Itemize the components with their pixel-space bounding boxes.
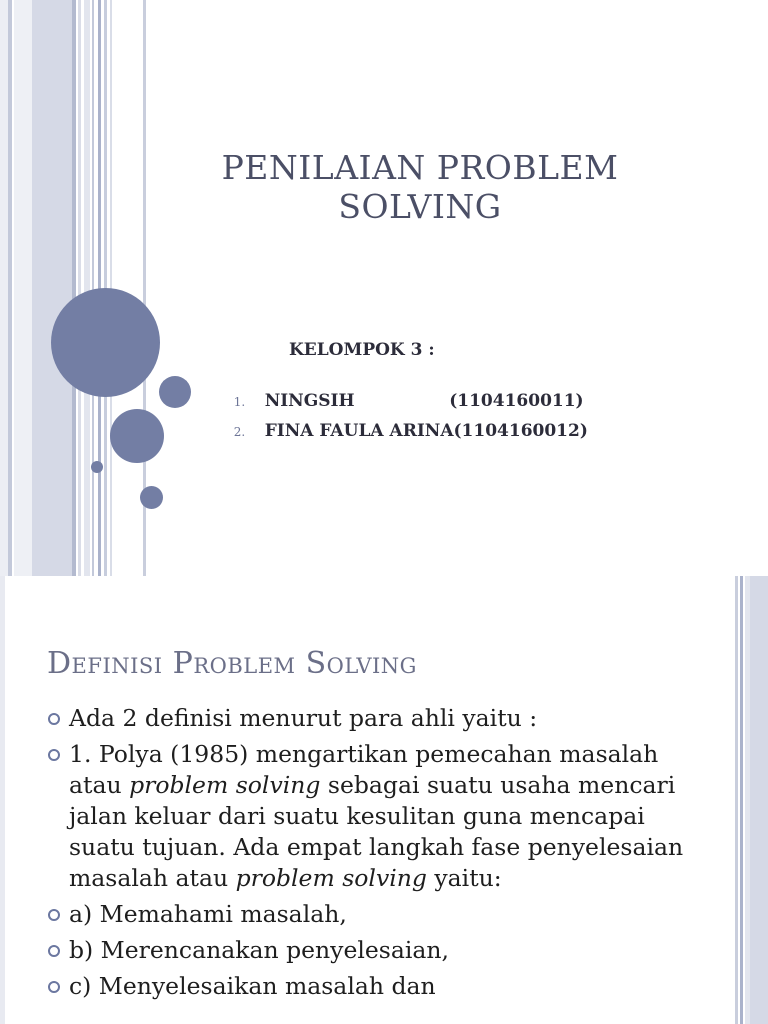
member-item — [210, 401, 588, 461]
bullet-circle-icon — [48, 981, 60, 993]
decor-stripe — [8, 0, 12, 576]
slide-title: Definisi Problem Solving — [47, 646, 417, 681]
bullet-item — [48, 703, 688, 734]
decor-stripe — [735, 576, 738, 1024]
bullet-circle-icon — [48, 909, 60, 921]
decor-stripe — [78, 0, 81, 576]
bullet-circle-icon — [48, 713, 60, 725]
decor-stripe — [740, 576, 743, 1024]
member-text: FINA FAULA ARINA(1104160012) — [264, 421, 588, 441]
list-number: 1. — [233, 395, 246, 409]
bullet-item — [48, 971, 688, 1002]
bullet-text: yaitu: — [426, 864, 502, 892]
group-heading: KELOMPOK 3 : — [289, 340, 435, 360]
bullet-text: 1. Polya (1985) mengartikan pemecahan masalah atau — [69, 740, 659, 799]
bullet-item — [48, 739, 688, 894]
bullet-circle-icon — [48, 749, 60, 761]
list-number: 2. — [233, 425, 246, 439]
slide-title — [170, 148, 670, 226]
decor-stripe — [72, 0, 76, 576]
decor-stripe — [84, 0, 90, 576]
bullet-list — [48, 703, 688, 1007]
decor-stripe — [32, 0, 72, 576]
decor-stripe — [0, 576, 5, 1024]
decor-circle-small — [91, 461, 103, 473]
decor-circle — [110, 409, 164, 463]
decor-stripe — [92, 0, 94, 576]
bullet-circle-icon — [48, 945, 60, 957]
bullet-item — [48, 899, 688, 930]
decor-stripe — [14, 0, 32, 576]
bullet-emphasis: problem solving — [129, 771, 321, 799]
bullet-text: sebagai suatu usaha mencari jalan keluar dari suatu kesulitan guna mencapai suatu tujuan. Ada empat langkah fase penyelesaian masalah atau — [69, 771, 684, 892]
member-text: NINGSIH (1104160011) — [264, 391, 584, 411]
bullet-text: Ada 2 definisi menurut para ahli yaitu : — [69, 704, 538, 732]
bullet-item — [48, 935, 688, 966]
slide-2 — [0, 576, 768, 1024]
decor-circle — [140, 486, 163, 509]
slide-title-line: PENILAIAN PROBLEM — [221, 148, 619, 187]
bullet-emphasis: problem solving — [235, 864, 427, 892]
bullet-text: a) Memahami masalah, — [69, 900, 347, 928]
bullet-text: b) Merencanakan penyelesaian, — [69, 936, 449, 964]
decor-stripe — [750, 576, 768, 1024]
decor-stripe — [0, 0, 8, 576]
decor-circle-large — [51, 288, 160, 397]
decor-circle — [159, 376, 191, 408]
bullet-text: c) Menyelesaikan masalah dan — [69, 972, 436, 1000]
slide-title-line: SOLVING — [338, 187, 502, 226]
